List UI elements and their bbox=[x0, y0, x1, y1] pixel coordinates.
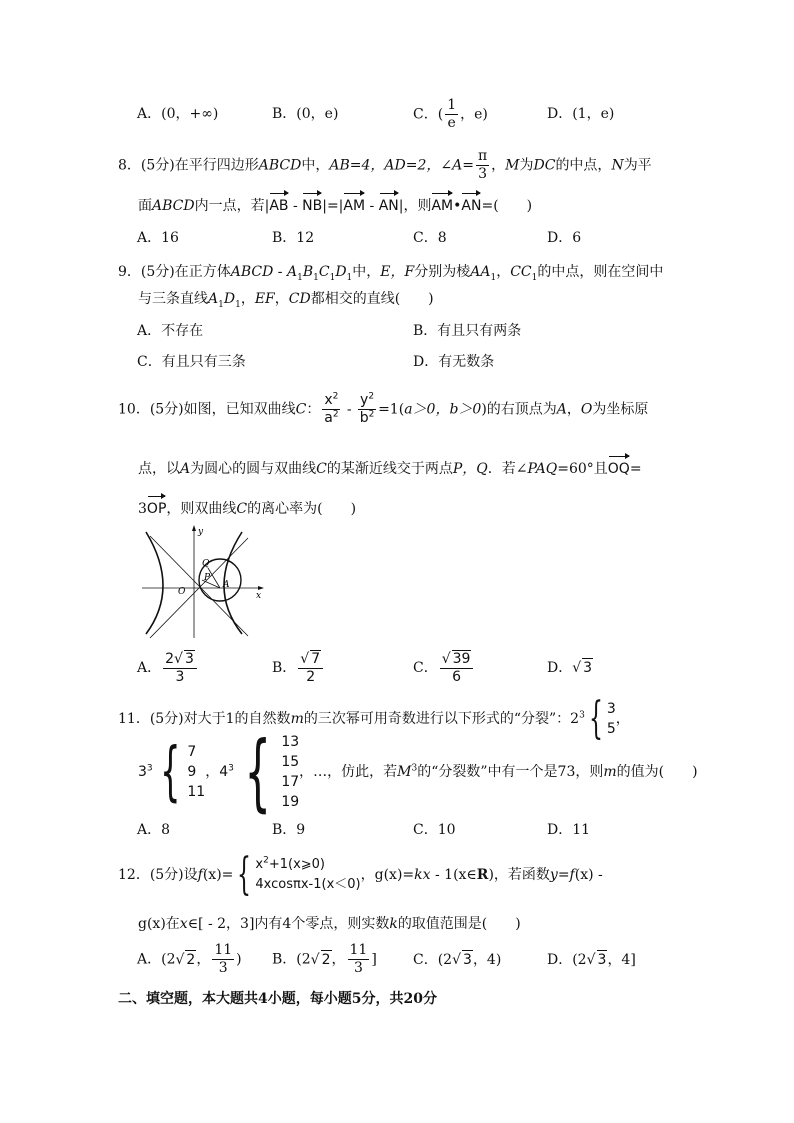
q7-option-a: A．(0，+∞) bbox=[137, 106, 219, 122]
q9-line2: 与三条直线$A_1D_1$，EF，CD都相交的直线( ) bbox=[138, 291, 434, 310]
x-axis-arrow bbox=[258, 586, 264, 590]
fig-label-y: y bbox=[198, 527, 204, 537]
fig-label-o: O bbox=[178, 587, 186, 597]
q10-option-b: B． $\frac{√ 7}{2}$ bbox=[272, 650, 325, 686]
q7-option-c: C．( $\frac{1}{e}$ ，e) bbox=[413, 97, 488, 131]
fig-label-p: P bbox=[204, 573, 211, 583]
q12-line1: 12．(5分)设f(x)={ $x^2+1(x⩾0)$ 4xcosπx-1(x＜0) ，g(x)=kx - 1(x∈R)，若函数y=f(x) - bbox=[118, 849, 603, 900]
section-2-title: 二、填空题，本大题共4小题，每小题5分，共20分 bbox=[118, 991, 437, 1007]
q12-option-b: B．(2√ 2， $\frac{11}{3}$ ] bbox=[272, 942, 377, 976]
q12-line2: g(x)在x∈[ - 2，3]内有4个零点，则实数k的取值范围是( ) bbox=[138, 916, 521, 932]
q8-line2: 面ABCD内一点，若|AB - NB|=|AM - AN|，则AM•AN=( ) bbox=[138, 191, 532, 215]
q10-option-a: A． $\frac{2√ 3}{3}$ bbox=[137, 650, 199, 686]
q11-option-d: D．11 bbox=[547, 822, 591, 838]
q10-line3: 3OP，则双曲线C的离心率为( ) bbox=[138, 494, 356, 518]
y-axis-arrow bbox=[192, 525, 196, 531]
q10-option-d: D．√ 3 bbox=[547, 660, 593, 676]
fig-label-x: x bbox=[256, 591, 262, 601]
q11-option-c: C．10 bbox=[413, 822, 456, 838]
q11-line2: $3^3$ { 7 9 11 ，$4^3$ { 13 15 17 19 ，…，仿此，若$M^3$的“分裂数”中有一个是73，则m的值为( ) bbox=[138, 723, 698, 821]
q8-option-a: A．16 bbox=[137, 230, 179, 246]
q7-option-b: B．(0，e) bbox=[272, 106, 339, 122]
q9-option-d: D．有无数条 bbox=[413, 354, 495, 370]
q7-option-d: D．(1，e) bbox=[547, 106, 615, 122]
q8-option-c: C．8 bbox=[413, 230, 447, 246]
q9-option-a: A．不存在 bbox=[137, 323, 204, 339]
q12-option-d: D．(2√ 3，4] bbox=[547, 952, 636, 968]
q8-option-b: B．12 bbox=[272, 230, 315, 246]
q9-option-c: C．有且只有三条 bbox=[137, 354, 246, 370]
q12-option-c: C．(2√ 3，4) bbox=[413, 952, 502, 968]
left-branch bbox=[146, 532, 163, 634]
q9-line1: 9．(5分)在正方体ABCD - $A_1B_1C_1D_1$中，E，F分别为棱$AA_1$，$CC_1$的中点，则在空间中 bbox=[118, 264, 664, 283]
fig-label-a: A bbox=[223, 580, 230, 590]
q10-option-c: C． $\frac{√ 39}{6}$ bbox=[413, 650, 475, 686]
hyperbola-figure bbox=[140, 522, 268, 640]
q11-option-a: A．8 bbox=[137, 822, 171, 838]
q8-option-d: D．6 bbox=[547, 230, 582, 246]
q11-option-b: B．9 bbox=[272, 822, 306, 838]
fig-label-q: Q bbox=[202, 559, 210, 569]
q10-line1: 10．(5分)如图，已知双曲线C： $\frac{x^2}{a^2}$ - $\frac{y^2}{b^2}$ =1(a＞0，b＞0)的右顶点为A，O为坐标原 bbox=[118, 391, 649, 426]
q11-line1: 11．(5分)对大于1的自然数m的三次幂可用奇数进行以下形式的“分裂”：$2^3${ 3 5 ， bbox=[118, 693, 630, 744]
q9-option-b: B．有且只有两条 bbox=[413, 323, 522, 339]
q8-line1: 8．(5分)在平行四边形ABCD中，AB=4，AD=2，∠A= $\frac{\pi}{3}$ ，M为DC的中点，N为平 bbox=[118, 148, 652, 182]
q10-line2: 点，以A为圆心的圆与双曲线C的某渐近线交于两点P，Q．若∠PAQ=60°且OQ= bbox=[138, 454, 642, 478]
q12-option-a: A．(2√ 2， $\frac{11}{3}$ ) bbox=[137, 942, 242, 976]
